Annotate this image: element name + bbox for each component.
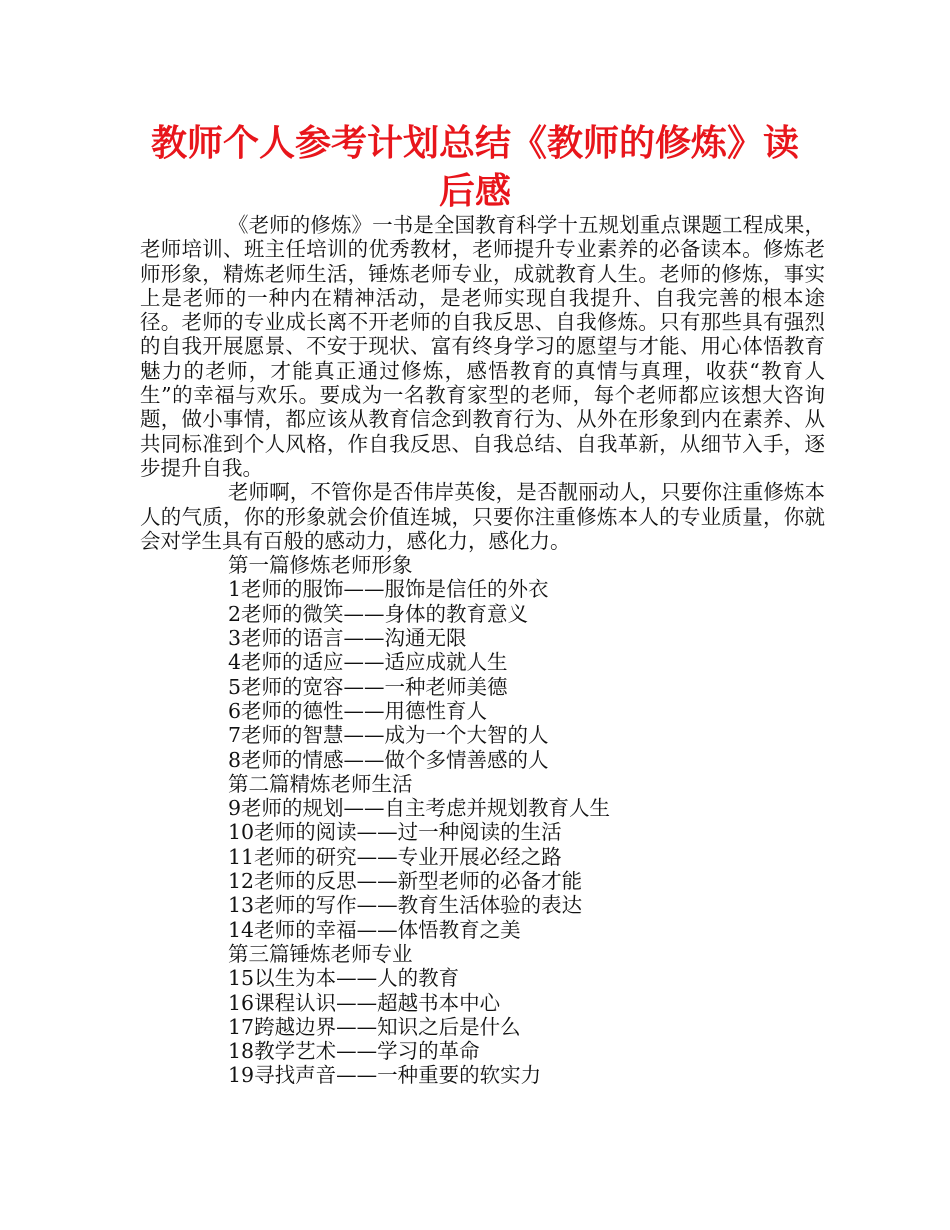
page-title: 教师个人参考计划总结《教师的修炼》读后感 [150,123,799,212]
toc-item: 19寻找声音——一种重要的软实力 [228,1063,542,1088]
toc-section-1: 第一篇修炼老师形象 [228,553,413,578]
toc-item: 17跨越边界——知识之后是什么 [228,1014,521,1039]
paragraph-intro: 《老师的修炼》一书是全国教育科学十五规划重点课题工程成果，老师培训、班主任培训的优秀教材，老师提升专业素养的必备读本。修炼老师形象，精炼老师生活，锤炼老师专业，成就教育人生。老师的修炼，事实上是老师的一种内在精神活动，是老师实现自我提升、自我完善的根本途径。老师的专业成长离不开老师的自我反思、自我修炼。只有那些具有强烈的自我开展愿景、不安于现状、富有终身学习的愿望与才能、用心体悟教育魅力的老师，才能真正通过修炼，感悟教育的真情与真理，收获“教育人生”的幸福与欢乐。要成为一名教育家型的老师，每个老师都应该想大咨询题，做小事情，都应该从教育信念到教育行为、从外在形象到内在素养、从共同标准到个人风格，作自我反思、自我总结、自我革新，从细节入手，逐步提升自我。 [140,213,825,480]
toc-item: 6老师的德性——用德性育人 [228,698,488,723]
paragraph-cultivation: 老师啊，不管你是否伟岸英俊，是否靓丽动人，只要你注重修炼本人的气质，你的形象就会价值连城，只要你注重修炼本人的专业质量，你就会对学生具有百般的感动力，感化力，感化力。 [140,480,825,553]
document-body [140,213,825,1088]
toc-item: 5老师的宽容——一种老师美德 [228,674,508,699]
toc-section-2: 第二篇精炼老师生活 [228,771,413,796]
toc-item: 18教学艺术——学习的革命 [228,1039,480,1064]
toc-item: 10老师的阅读——过一种阅读的生活 [228,820,562,845]
toc-item: 4老师的适应——适应成就人生 [228,650,508,675]
table-of-contents [140,553,825,1088]
toc-item: 2老师的微笑——身体的教育意义 [228,601,529,626]
toc-item: 15以生为本——人的教育 [228,966,460,991]
toc-item: 13老师的写作——教育生活体验的表达 [228,893,583,918]
toc-item: 3老师的语言——沟通无限 [228,626,467,651]
toc-item: 1老师的服饰——服饰是信任的外衣 [228,577,549,602]
toc-item: 7老师的智慧——成为一个大智的人 [228,723,549,748]
toc-section-3: 第三篇锤炼老师专业 [228,941,413,966]
toc-item: 14老师的幸福——体悟教育之美 [228,917,521,942]
toc-item: 9老师的规划——自主考虑并规划教育人生 [228,796,611,821]
toc-item: 8老师的情感——做个多情善感的人 [228,747,549,772]
toc-item: 11老师的研究——专业开展必经之路 [228,844,562,869]
toc-item: 16课程认识——超越书本中心 [228,990,501,1015]
toc-item: 12老师的反思——新型老师的必备才能 [228,869,583,894]
